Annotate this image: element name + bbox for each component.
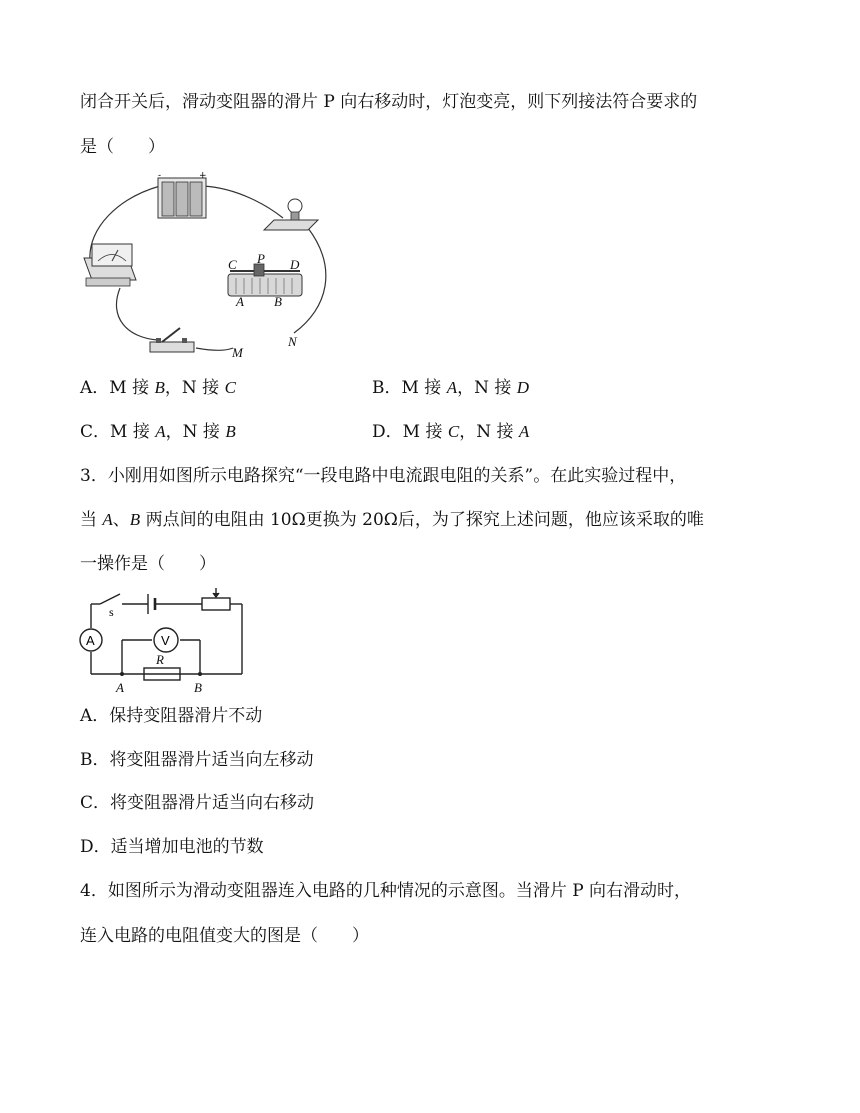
q3-stem-line2 bbox=[80, 509, 704, 531]
q2-option-c[interactable] bbox=[80, 421, 236, 443]
wire-end-label-m: M bbox=[232, 345, 243, 360]
q3-point-b: B bbox=[129, 510, 141, 529]
option-text: B．M 接 bbox=[372, 378, 447, 398]
q4-stem-line2: 连入电路的电阻值变大的图是（ ） bbox=[80, 926, 369, 946]
q2-stem-line2: 是（ ） bbox=[80, 137, 165, 157]
q3-text: 、 bbox=[112, 510, 130, 530]
option-terminal: B bbox=[225, 422, 236, 441]
option-text: ，N 接 bbox=[459, 422, 519, 442]
rheostat-label-d: D bbox=[290, 257, 300, 272]
option-text: ，N 接 bbox=[164, 378, 225, 398]
option-terminal: A bbox=[155, 422, 166, 441]
q2-option-d[interactable] bbox=[372, 421, 529, 443]
q3-point-a: A bbox=[102, 510, 113, 529]
point-label-a: A bbox=[116, 680, 124, 695]
option-text: A．M 接 bbox=[80, 378, 155, 398]
meter bbox=[84, 244, 136, 286]
rheostat-label-b: B bbox=[274, 294, 282, 309]
rheostat-label-c: C bbox=[228, 257, 237, 272]
q4-stem-line1: 4．如图所示为滑动变阻器连入电路的几种情况的示意图。当滑片 P 向右滑动时， bbox=[80, 881, 692, 901]
option-text: ，N 接 bbox=[165, 422, 226, 442]
q2-stem-line1: 闭合开关后，滑动变阻器的滑片 P 向右移动时，灯泡变亮，则下列接法符合要求的 bbox=[80, 92, 698, 112]
switch bbox=[150, 328, 194, 352]
junction-dot bbox=[120, 672, 124, 676]
ammeter-label: A bbox=[86, 633, 95, 648]
rheostat-label-a: A bbox=[236, 294, 244, 309]
q3-text: 当 bbox=[80, 510, 103, 530]
option-terminal: D bbox=[516, 378, 530, 397]
battery-pack bbox=[158, 171, 207, 218]
option-terminal: C bbox=[447, 422, 460, 441]
q3-option-d[interactable]: D．适当增加电池的节数 bbox=[80, 837, 264, 857]
q3-stem-line3: 一操作是（ ） bbox=[80, 554, 216, 574]
q2-circuit-figure bbox=[78, 168, 348, 364]
q3-stem-line1: 3．小刚用如图所示电路探究“一段电路中电流跟电阻的关系”。在此实验过程中， bbox=[80, 466, 687, 486]
q3-option-c[interactable]: C．将变阻器滑片适当向右移动 bbox=[80, 793, 315, 813]
voltmeter-label: V bbox=[161, 633, 170, 648]
option-terminal: A bbox=[446, 378, 458, 397]
q3-circuit-diagram bbox=[76, 584, 250, 696]
option-text: D．M 接 bbox=[372, 422, 448, 442]
battery-minus-label: - bbox=[158, 171, 162, 181]
battery-plus-label: + bbox=[199, 171, 207, 181]
point-label-b: B bbox=[194, 680, 202, 695]
q3-option-b[interactable]: B．将变阻器滑片适当向左移动 bbox=[80, 750, 314, 770]
q3-option-a[interactable]: A．保持变阻器滑片不动 bbox=[80, 706, 263, 726]
option-text: C．M 接 bbox=[80, 422, 156, 442]
option-text: ，N 接 bbox=[457, 378, 517, 398]
lamp bbox=[264, 199, 318, 230]
junction-dot bbox=[198, 672, 202, 676]
switch-label: s bbox=[109, 605, 114, 619]
q2-option-a[interactable] bbox=[80, 377, 236, 399]
option-terminal: A bbox=[518, 422, 530, 441]
option-terminal: C bbox=[224, 378, 236, 397]
rheostat bbox=[228, 251, 302, 309]
q3-text: 两点间的电阻由 10Ω更换为 20Ω后，为了探究上述问题，他应该采取的唯 bbox=[140, 510, 704, 530]
option-terminal: B bbox=[154, 378, 165, 397]
wire-end-label-n: N bbox=[288, 334, 297, 349]
rheostat-label-p: P bbox=[257, 251, 265, 266]
resistor-label: R bbox=[156, 652, 164, 667]
q2-option-b[interactable] bbox=[372, 377, 529, 399]
